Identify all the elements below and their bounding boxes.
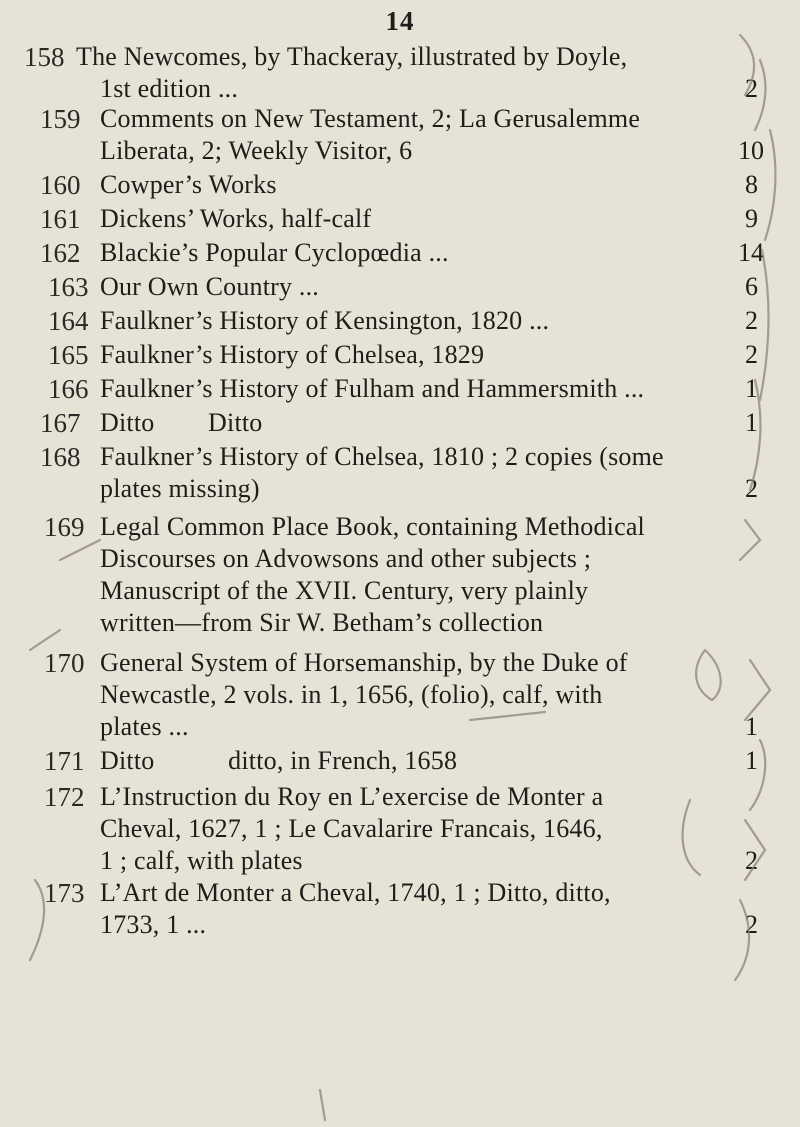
lot-number: 163 xyxy=(48,272,89,302)
lot-text: Comments on New Testament, 2; La Gerusalemme xyxy=(100,104,641,133)
page-number: 14 xyxy=(385,6,415,36)
lot-number: 162 xyxy=(40,238,81,268)
lot-number: 166 xyxy=(48,374,89,404)
lot-text: Cheval, 1627, 1 ; Le Cavalarire Francais, 1646, xyxy=(100,814,603,843)
lot-text: General System of Horsemanship, by the Duke of xyxy=(100,648,628,677)
lot-text: Faulkner’s History of Kensington, 1820 ... xyxy=(100,306,550,335)
lot-quantity: 1 xyxy=(745,408,758,437)
lot-text: plates ... xyxy=(100,712,189,741)
lot-number: 172 xyxy=(44,782,85,812)
lot-quantity: 14 xyxy=(738,238,764,267)
lot-quantity: 9 xyxy=(745,204,758,233)
lot-text: L’Art de Monter a Cheval, 1740, 1 ; Ditto, ditto, xyxy=(100,878,611,907)
lot-quantity: 2 xyxy=(745,910,758,939)
lot-quantity: 6 xyxy=(745,272,758,301)
lot-text: Faulkner’s History of Chelsea, 1810 ; 2 copies (some xyxy=(100,442,664,471)
lot-quantity: 2 xyxy=(745,340,758,369)
lot-number: 167 xyxy=(40,408,81,438)
lot-number: 158 xyxy=(24,42,65,72)
lot-text: Liberata, 2; Weekly Visitor, 6 xyxy=(100,136,413,165)
lot-quantity: 2 xyxy=(745,74,758,103)
lot-text: written—from Sir W. Betham’s collection xyxy=(100,608,544,637)
lot-text: Legal Common Place Book, containing Methodical xyxy=(100,512,645,541)
lot-text: 1 ; calf, with plates xyxy=(100,846,303,875)
lot-text: L’Instruction du Roy en L’exercise de Monter a xyxy=(100,782,604,811)
lot-text: Blackie’s Popular Cyclopœdia ... xyxy=(100,238,449,267)
lot-text: The Newcomes, by Thackeray, illustrated by Doyle, xyxy=(76,42,628,71)
lot-text: Newcastle, 2 vols. in 1, 1656, (folio), calf, with xyxy=(100,680,603,709)
lot-text: Discourses on Advowsons and other subjects ; xyxy=(100,544,592,573)
lot-quantity: 2 xyxy=(745,474,758,503)
lot-text: Manuscript of the XVII. Century, very plainly xyxy=(100,576,589,605)
lot-quantity: 1 xyxy=(745,712,758,741)
lot-text: Dickens’ Works, half-calf xyxy=(100,204,372,233)
lot-number: 173 xyxy=(44,878,85,908)
lot-number: 164 xyxy=(48,306,89,336)
lot-number: 165 xyxy=(48,340,89,370)
lot-number: 161 xyxy=(40,204,81,234)
lot-quantity: 2 xyxy=(745,306,758,335)
lot-quantity: 10 xyxy=(738,136,764,165)
lot-text: 1733, 1 ... xyxy=(100,910,207,939)
lot-quantity: 8 xyxy=(745,170,758,199)
lot-number: 171 xyxy=(44,746,85,776)
lot-number: 169 xyxy=(44,512,85,542)
lot-text: Faulkner’s History of Chelsea, 1829 xyxy=(100,340,485,369)
lot-text: Faulkner’s History of Fulham and Hammersmith ... xyxy=(100,374,645,403)
lot-number: 160 xyxy=(40,170,81,200)
lot-number: 168 xyxy=(40,442,81,472)
lot-text: Ditto ditto, in French, 1658 xyxy=(100,746,458,775)
lot-quantity: 2 xyxy=(745,846,758,875)
lot-number: 170 xyxy=(44,648,85,678)
lot-text: Cowper’s Works xyxy=(100,170,277,199)
lot-quantity: 1 xyxy=(745,746,758,775)
lot-text: Our Own Country ... xyxy=(100,272,320,301)
lot-number: 159 xyxy=(40,104,81,134)
lot-text: Ditto Ditto xyxy=(100,408,263,437)
lot-text: 1st edition ... xyxy=(100,74,239,103)
lot-text: plates missing) xyxy=(100,474,260,503)
lot-quantity: 1 xyxy=(745,374,758,403)
